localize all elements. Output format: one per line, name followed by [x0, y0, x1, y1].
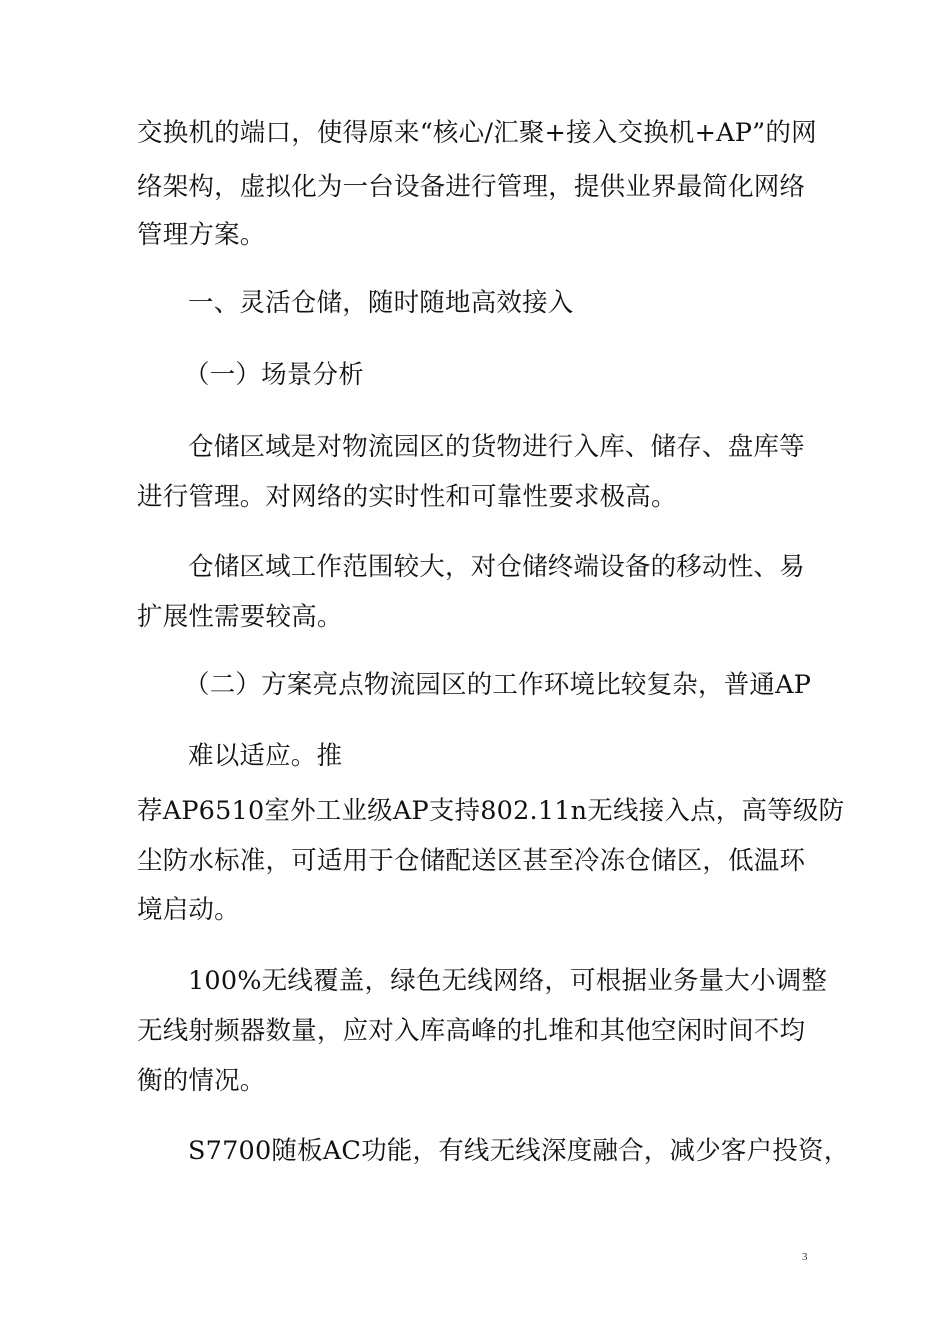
body-text-line: 交换机的端口，使得原来“核心/汇聚+接入交换机+AP”的网: [137, 118, 817, 148]
body-text-line: 难以适应。推: [188, 741, 343, 771]
body-text-line: 扩展性需要较高。: [137, 602, 343, 632]
body-text-line: 仓储区域工作范围较大，对仓储终端设备的移动性、易: [188, 552, 805, 582]
body-text-line: 荐AP6510室外工业级AP支持802.11n无线接入点，高等级防: [137, 796, 845, 826]
body-text-line: 无线射频器数量，应对入库高峰的扎堆和其他空闲时间不均: [137, 1016, 806, 1046]
body-text-line: 100%无线覆盖，绿色无线网络，可根据业务量大小调整: [188, 966, 828, 996]
body-text-line: 尘防水标准，可适用于仓储配送区甚至冷冻仓储区，低温环: [137, 846, 806, 876]
body-text-line: 进行管理。对网络的实时性和可靠性要求极高。: [137, 482, 677, 512]
body-text-line: 络架构，虚拟化为一台设备进行管理，提供业界最简化网络: [137, 172, 806, 202]
section-heading: 一、灵活仓储，随时随地高效接入: [188, 288, 574, 318]
body-text-line: 衡的情况。: [137, 1066, 266, 1096]
body-text-line: 管理方案。: [137, 220, 266, 250]
body-text-line: S7700随板AC功能，有线无线深度融合，减少客户投资，: [188, 1136, 850, 1166]
body-text-line: 境启动。: [137, 895, 240, 925]
subsection-heading: （二）方案亮点物流园区的工作环境比较复杂，普通AP: [184, 670, 812, 700]
body-text-line: 仓储区域是对物流园区的货物进行入库、储存、盘库等: [188, 432, 805, 462]
subsection-heading: （一）场景分析: [184, 360, 364, 390]
page-number: 3: [802, 1251, 808, 1263]
